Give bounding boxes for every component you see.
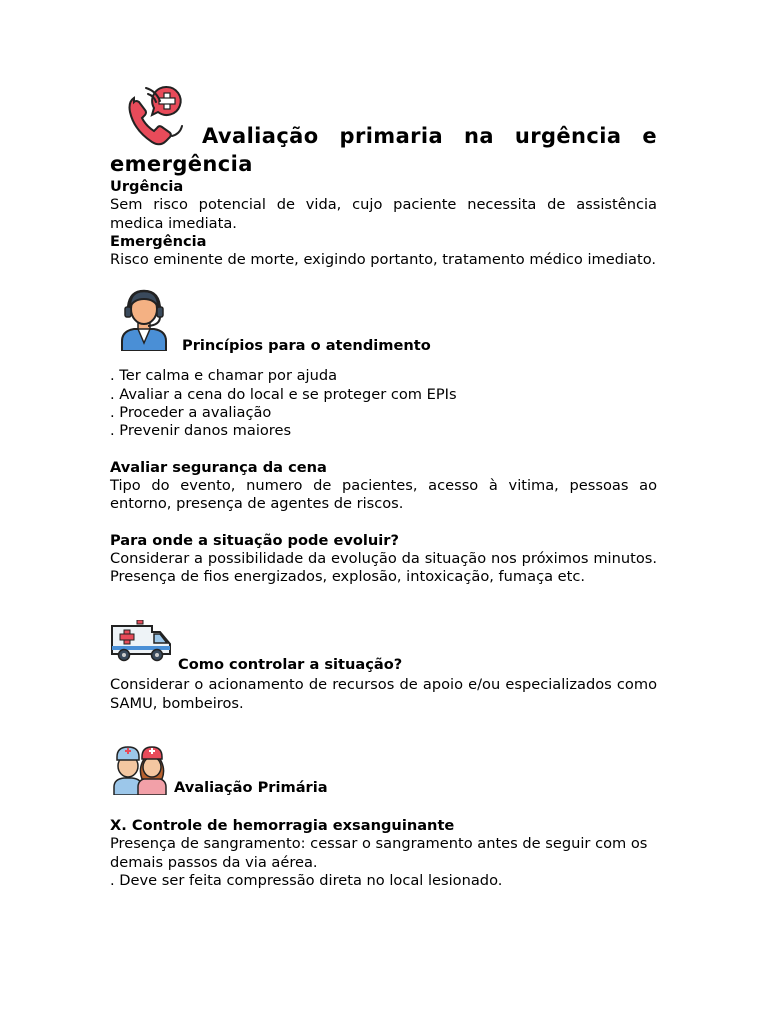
hemorragia-text-2: . Deve ser feita compressão direta no local lesionado. [110, 871, 503, 889]
urgencia-text: Sem risco potencial de vida, cujo paciente necessita de assistência medica imediata. [110, 196, 657, 232]
controle-row [110, 604, 657, 676]
principios-heading: Princípios para o atendimento [182, 337, 431, 355]
urgencia-heading: Urgência [110, 178, 184, 195]
principios-list [110, 367, 657, 440]
evolucao-text: Considerar a possibilidade da evolução da situação nos próximos minutos. Presença de fios energizados, explosão, intoxicação, fumaça etc. [110, 549, 657, 586]
primaria-row [110, 727, 657, 799]
list-item: . Ter calma e chamar por ajuda [110, 367, 338, 385]
controle-heading: Como controlar a situação? [178, 656, 403, 674]
document-page [110, 84, 657, 890]
call-center-agent-icon [118, 287, 170, 351]
emergencia-text: Risco eminente de morte, exigindo portanto, tratamento médico imediato. [110, 251, 657, 269]
seguranca-text: Tipo do evento, numero de pacientes, acesso à vitima, pessoas ao entorno, presença de agentes de riscos. [110, 476, 657, 513]
list-item: . Proceder a avaliação [110, 404, 272, 422]
ambulance-icon [110, 620, 172, 662]
emergencia-heading: Emergência [110, 232, 207, 250]
primaria-heading: Avaliação Primária [174, 779, 328, 797]
hemorragia-heading: X. Controle de hemorragia exsanguinante [110, 817, 455, 835]
controle-text: Considerar o acionamento de recursos de apoio e/ou especializados como SAMU, bombeiros. [110, 676, 657, 712]
hemorragia-text: Presença de sangramento: cessar o sangramento antes de seguir com os demais passos da via aérea. [110, 835, 648, 871]
title-row [110, 84, 657, 178]
principios-row [110, 287, 657, 367]
nurses-icon [112, 745, 168, 795]
evolucao-heading: Para onde a situação pode evoluir? [110, 531, 399, 549]
seguranca-heading: Avaliar segurança da cena [110, 458, 327, 476]
list-item: . Prevenir danos maiores [110, 422, 292, 440]
list-item: . Avaliar a cena do local e se proteger com EPIs [110, 385, 457, 403]
page-title: Avaliação primaria na urgência e emergência [110, 124, 657, 176]
